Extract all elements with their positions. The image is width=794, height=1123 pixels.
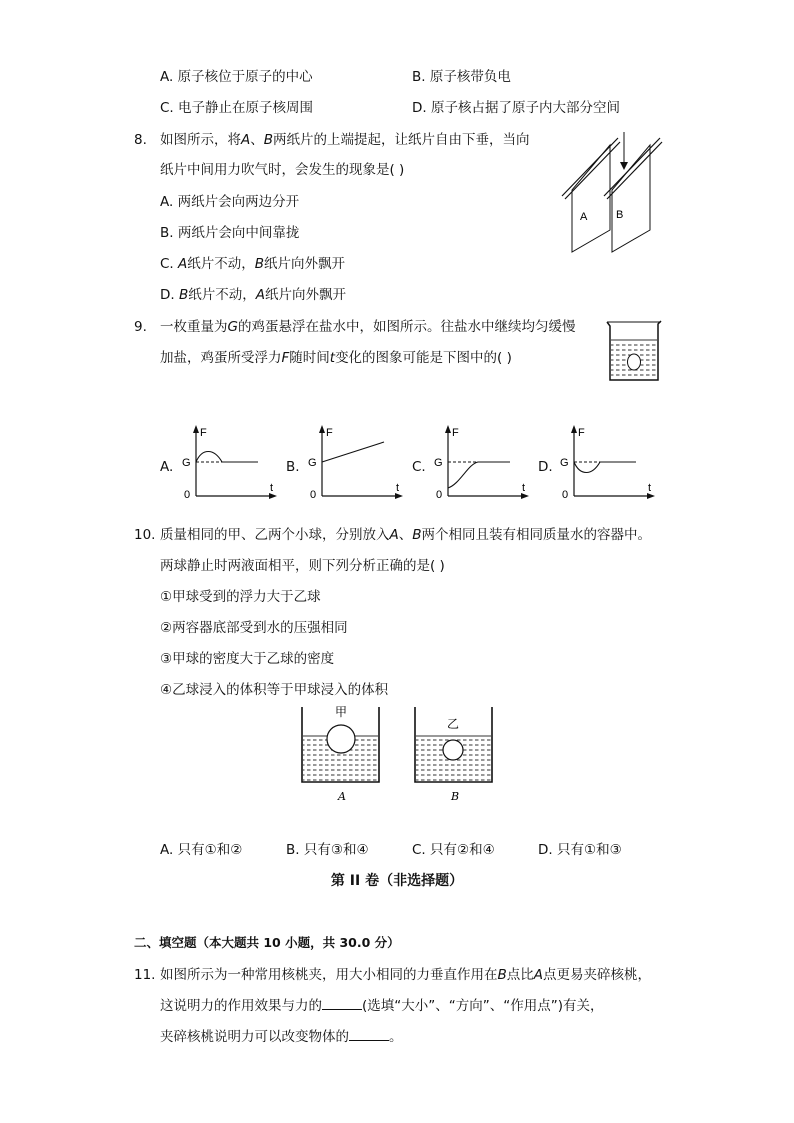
q10-stem-line2: 两球静止时两液面相平，则下列分析正确的是( ): [160, 558, 445, 574]
axis-label-g: G: [182, 457, 191, 469]
q9-graph-key-d: D.: [538, 459, 553, 475]
q11-stem-line2: 这说明力的作用效果与力的 (选填“大小”、“方向”、“作用点”)有关，: [160, 998, 604, 1014]
axis-label-t: t: [522, 482, 526, 494]
q7-option-c: C. 电子静止在原子核周围: [160, 100, 314, 116]
axis-label-f: F: [578, 427, 585, 439]
q10-option-d: D. 只有①和③: [538, 842, 622, 858]
q10-statement-4: ④乙球浸入的体积等于甲球浸入的体积: [160, 682, 389, 698]
q7-option-a: A. 原子核位于原子的中心: [160, 69, 313, 85]
part2-title: 第 II 卷（非选择题）: [330, 873, 464, 889]
axis-label-t: t: [270, 482, 274, 494]
section2-header: 二、填空题（本大题共 10 小题，共 30.0 分）: [134, 935, 400, 950]
q8-fig-label-b: B: [616, 209, 624, 221]
axis-label-g: G: [434, 457, 443, 469]
q9-stem-line1: 一枚重量为G的鸡蛋悬浮在盐水中，如图所示。往盐水中继续均匀缓慢: [160, 319, 576, 335]
q9-graph-key-c: C.: [412, 459, 426, 475]
q7-option-b: B. 原子核带负电: [412, 69, 511, 85]
q10-fig-label-a: A: [338, 790, 346, 803]
force-curve: [196, 452, 258, 463]
q10-statement-3: ③甲球的密度大于乙球的密度: [160, 651, 335, 667]
q10-statement-2: ②两容器底部受到水的压强相同: [160, 620, 348, 636]
q11-number: 11.: [134, 967, 156, 983]
q10-fig-yi: 乙: [447, 717, 460, 731]
axis-label-f: F: [452, 427, 459, 439]
q10-option-a: A. 只有①和②: [160, 842, 243, 858]
axis-label-f: F: [200, 427, 207, 439]
q8-fig-label-a: A: [580, 211, 588, 223]
origin-label: 0: [184, 489, 191, 501]
q9-graph-key-a: A.: [160, 459, 174, 475]
q9-stem-line2: 加盐，鸡蛋所受浮力F随时间t变化的图象可能是下图中的( ): [160, 350, 512, 366]
q8-option-b: B. 两纸片会向中间靠拢: [160, 225, 300, 241]
y-axis-arrow: [319, 425, 325, 433]
q10-number: 10.: [134, 527, 156, 543]
q8-option-d: D. B纸片不动，A纸片向外飘开: [160, 287, 346, 303]
y-axis-arrow: [571, 425, 577, 433]
origin-label: 0: [310, 489, 317, 501]
force-curve: [574, 462, 636, 473]
q8-number: 8.: [134, 132, 147, 148]
q8-stem-line2: 纸片中间用力吹气时，会发生的现象是( ): [160, 162, 405, 178]
q8-option-c: C. A纸片不动，B纸片向外飘开: [160, 256, 346, 272]
q10-stem-line1: 质量相同的甲、乙两个小球，分别放入A、B两个相同且装有相同质量水的容器中。: [160, 527, 652, 543]
q9-graph-a: [182, 424, 282, 504]
axis-label-t: t: [648, 482, 652, 494]
y-axis-arrow: [193, 425, 199, 433]
q11-blank-2[interactable]: [349, 1028, 389, 1041]
q10-statement-1: ①甲球受到的浮力大于乙球: [160, 589, 321, 605]
force-curve: [322, 442, 384, 462]
q8-stem-line1: 如图所示，将A、B两纸片的上端提起，让纸片自由下垂，当向: [160, 132, 530, 148]
origin-label: 0: [562, 489, 569, 501]
q7-option-d: D. 原子核占据了原子内大部分空间: [412, 100, 620, 116]
axis-label-t: t: [396, 482, 400, 494]
q10-containers-figure: [295, 703, 505, 803]
q10-fig-label-b: B: [451, 790, 460, 803]
q9-graph-b: [308, 424, 408, 504]
q11-stem-line1: 如图所示为一种常用核桃夹，用大小相同的力垂直作用在B点比A点更易夹碎核桃，: [160, 967, 652, 983]
q8-option-a: A. 两纸片会向两边分开: [160, 194, 300, 210]
q10-option-c: C. 只有②和④: [412, 842, 495, 858]
origin-label: 0: [436, 489, 443, 501]
q11-stem-line3: 夹碎核桃说明力可以改变物体的 。: [160, 1029, 403, 1045]
q9-graph-c: [434, 424, 534, 504]
axis-label-f: F: [326, 427, 333, 439]
q11-blank-1[interactable]: [322, 997, 362, 1010]
q9-graph-d: [560, 424, 660, 504]
q9-beaker-figure: [604, 318, 664, 384]
force-curve: [448, 462, 510, 488]
axis-label-g: G: [560, 457, 569, 469]
axis-label-g: G: [308, 457, 317, 469]
q8-paper-figure: [560, 130, 670, 255]
q10-fig-jia: 甲: [335, 705, 348, 719]
q10-option-b: B. 只有③和④: [286, 842, 369, 858]
q9-number: 9.: [134, 319, 147, 335]
q9-graph-key-b: B.: [286, 459, 300, 475]
y-axis-arrow: [445, 425, 451, 433]
